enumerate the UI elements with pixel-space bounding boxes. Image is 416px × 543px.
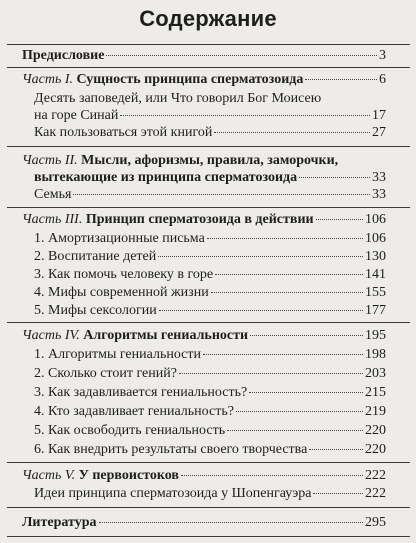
toc-entry [34, 249, 386, 265]
entry-label: 2. Сколько стоит гений? [34, 366, 177, 381]
page-title: Содержание [139, 6, 277, 31]
part-title: Принцип сперматозоида в действии [85, 212, 314, 227]
toc-entry-line1: Десять заповедей, или Что говорил Бог Моисею [34, 91, 322, 106]
toc-part-3 [22, 212, 386, 228]
toc-entry [34, 231, 386, 247]
part-prefix: Часть I. [22, 72, 74, 87]
page-number: 215 [365, 385, 386, 400]
dot-leader [203, 354, 363, 355]
divider [7, 462, 410, 463]
toc-entry-literature [22, 515, 386, 531]
page-number: 27 [372, 125, 386, 140]
entry-label: Идеи принципа сперматозоида у Шопенгауэра [34, 486, 312, 501]
toc-entry [34, 366, 386, 382]
page-number: 220 [365, 442, 386, 457]
divider [7, 507, 410, 508]
page-number: 177 [365, 303, 386, 318]
entry-label: Как пользоваться этой книгой [34, 125, 213, 140]
dot-leader [215, 274, 363, 275]
toc-part-2 [34, 170, 386, 186]
dot-leader [207, 238, 363, 239]
entry-label: 3. Как задавливается гениальность? [34, 385, 248, 400]
dot-leader [179, 373, 363, 374]
entry-label: Предисловие [22, 48, 105, 63]
toc-entry [34, 303, 386, 319]
divider [7, 44, 410, 45]
part-title: Сущность принципа сперматозоида [76, 72, 304, 87]
entry-label: 6. Как внедрить результаты своего творчества [34, 442, 308, 457]
part-title: У первоистоков [78, 468, 179, 483]
entry-label: 1. Алгоритмы гениальности [34, 347, 201, 362]
dot-leader [214, 132, 370, 133]
toc-entry-preface [22, 48, 386, 64]
toc-entry [34, 285, 386, 301]
entry-label: 3. Как помочь человеку в горе [34, 267, 214, 282]
dot-leader [309, 449, 363, 450]
page-number: 295 [365, 515, 386, 530]
dot-leader [227, 430, 363, 431]
entry-label: Литература [22, 515, 97, 530]
toc-part-4 [22, 328, 386, 344]
page-number: 130 [365, 249, 386, 264]
page-number: 222 [365, 468, 386, 483]
part-prefix: Часть IV. [22, 328, 80, 343]
dot-leader [181, 475, 363, 476]
toc-entry [34, 486, 386, 502]
entry-label: Семья [34, 187, 72, 202]
entry-label: на горе Синай [34, 108, 119, 123]
page-number: 203 [365, 366, 386, 381]
entry-label: 4. Мифы современной жизни [34, 285, 209, 300]
toc-entry [34, 404, 386, 420]
entry-label: 5. Мифы сексологии [34, 303, 157, 318]
part-title: вытекающие из принципа сперматозоида [34, 170, 298, 185]
part-prefix: Часть II. [22, 153, 78, 168]
dot-leader [313, 493, 363, 494]
dot-leader [249, 392, 363, 393]
divider [7, 146, 410, 147]
page-number: 3 [379, 48, 386, 63]
toc-entry [34, 442, 386, 458]
page-number: 6 [379, 72, 386, 87]
part-title: Алгоритмы гениальности [83, 328, 249, 343]
toc-entry [34, 385, 386, 401]
toc-part-2-line1 [22, 153, 338, 169]
toc-entry [34, 267, 386, 283]
divider [7, 67, 410, 68]
toc-entry [34, 347, 386, 363]
page-number: 155 [365, 285, 386, 300]
toc-entry [34, 125, 386, 141]
dot-leader [316, 219, 363, 220]
page-number: 198 [365, 347, 386, 362]
toc-entry [34, 187, 386, 203]
dot-leader [99, 522, 364, 523]
page-number: 33 [372, 170, 386, 185]
dot-leader [73, 194, 370, 195]
dot-leader [250, 335, 363, 336]
part-prefix: Часть V. [22, 468, 76, 483]
dot-leader [211, 292, 363, 293]
toc-entry [34, 423, 386, 439]
toc-entry [34, 108, 386, 124]
part-prefix: Часть III. [22, 212, 83, 227]
dot-leader [159, 310, 363, 311]
page-number: 106 [365, 231, 386, 246]
divider [7, 322, 410, 323]
page-number: 220 [365, 423, 386, 438]
part-title: Мысли, афоризмы, правила, заморочки, [81, 153, 339, 168]
toc-part-1 [22, 72, 386, 88]
page-number: 222 [365, 486, 386, 501]
entry-label: 2. Воспитание детей [34, 249, 157, 264]
dot-leader [106, 55, 377, 56]
entry-label: 1. Амортизационные письма [34, 231, 205, 246]
page-number: 106 [365, 212, 386, 227]
dot-leader [305, 79, 377, 80]
divider [7, 536, 410, 537]
page-number: 195 [365, 328, 386, 343]
page-number: 33 [372, 187, 386, 202]
dot-leader [299, 177, 370, 178]
toc-part-5 [22, 468, 386, 484]
page-number: 141 [365, 267, 386, 282]
page-number: 219 [365, 404, 386, 419]
entry-label: 4. Кто задавливает гениальность? [34, 404, 234, 419]
page-number: 17 [372, 108, 386, 123]
dot-leader [120, 115, 370, 116]
divider [7, 207, 410, 208]
entry-label: 5. Как освободить гениальность [34, 423, 226, 438]
dot-leader [158, 256, 363, 257]
dot-leader [236, 411, 363, 412]
